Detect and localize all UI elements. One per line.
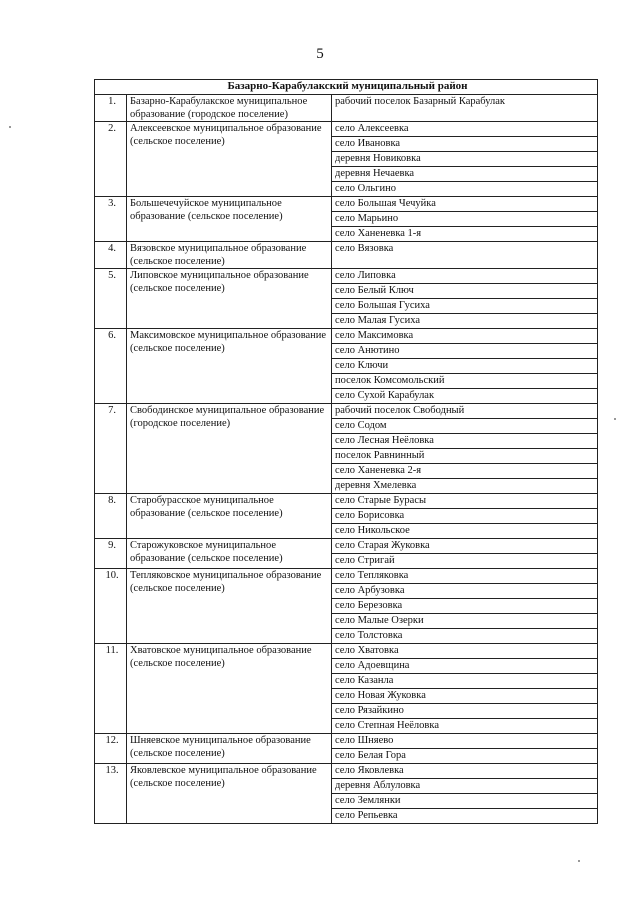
settlement-name: село Тепляковка [332,569,598,584]
table-row [95,734,598,749]
settlement-name: село Сухой Карабулак [332,389,598,404]
settlements-table [94,79,598,824]
settlement-name: село Казанла [332,674,598,689]
table-row [95,197,598,212]
settlement-name: село Малая Гусиха [332,314,598,329]
row-number: 8. [95,494,127,539]
scan-speck [578,860,580,862]
table-row [95,95,598,122]
settlement-name: село Лесная Неёловка [332,434,598,449]
settlement-name: поселок Комсомольский [332,374,598,389]
settlement-name: село Никольское [332,524,598,539]
settlement-name: деревня Хмелевка [332,479,598,494]
row-number: 10. [95,569,127,644]
settlement-name: поселок Равнинный [332,449,598,464]
municipality-name: Яковлевское муниципальное образование (сельское поселение) [127,764,332,824]
settlement-name: село Яковлевка [332,764,598,779]
municipality-name: Алексеевское муниципальное образование (сельское поселение) [127,122,332,197]
municipality-name: Свободинское муниципальное образование (городское поселение) [127,404,332,494]
table-row [95,539,598,554]
settlement-name: село Ханеневка 1-я [332,227,598,242]
row-number: 5. [95,269,127,329]
table-row [95,764,598,779]
municipality-name: Вязовское муниципальное образование (сельское поселение) [127,242,332,269]
row-number: 13. [95,764,127,824]
settlement-name: село Старая Жуковка [332,539,598,554]
settlement-name: село Землянки [332,794,598,809]
settlement-name: село Алексеевка [332,122,598,137]
settlement-name: село Содом [332,419,598,434]
municipality-name: Старожуковское муниципальное образование (сельское поселение) [127,539,332,569]
settlement-name: село Березовка [332,599,598,614]
settlement-name: село Репьевка [332,809,598,824]
settlement-name: село Липовка [332,269,598,284]
row-number: 1. [95,95,127,122]
settlement-name: деревня Аблуловка [332,779,598,794]
settlement-name: село Большая Чечуйка [332,197,598,212]
settlement-name: село Вязовка [332,242,598,269]
settlement-name: село Анютино [332,344,598,359]
settlement-name: село Ханеневка 2-я [332,464,598,479]
settlement-name: село Белый Ключ [332,284,598,299]
settlement-name: деревня Нечаевка [332,167,598,182]
municipality-name: Хватовское муниципальное образование (сельское поселение) [127,644,332,734]
settlement-name: село Толстовка [332,629,598,644]
row-number: 4. [95,242,127,269]
settlement-name: село Ольгино [332,182,598,197]
municipality-name: Большечечуйское муниципальное образование (сельское поселение) [127,197,332,242]
row-number: 12. [95,734,127,764]
table-row [95,644,598,659]
settlement-name: село Адоевщина [332,659,598,674]
settlement-name: деревня Новиковка [332,152,598,167]
settlement-name: село Ивановка [332,137,598,152]
settlement-name: село Марьино [332,212,598,227]
settlement-name: село Белая Гора [332,749,598,764]
table-title-row [95,80,598,95]
page-number: 5 [316,46,324,62]
table-row [95,569,598,584]
settlement-name: село Малые Озерки [332,614,598,629]
municipality-name: Старобурасское муниципальное образование (сельское поселение) [127,494,332,539]
row-number: 11. [95,644,127,734]
settlement-name: село Ключи [332,359,598,374]
table-row [95,329,598,344]
settlement-name: село Стригай [332,554,598,569]
municipality-name: Базарно-Карабулакское муниципальное образование (городское поселение) [127,95,332,122]
municipality-name: Шняевское муниципальное образование (сельское поселение) [127,734,332,764]
municipality-name: Липовское муниципальное образование (сельское поселение) [127,269,332,329]
row-number: 2. [95,122,127,197]
settlement-name: рабочий поселок Базарный Карабулак [332,95,598,122]
table-row [95,242,598,269]
settlement-name: рабочий поселок Свободный [332,404,598,419]
row-number: 3. [95,197,127,242]
district-title: Базарно-Карабулакский муниципальный район [95,80,598,95]
settlement-name: село Старые Бурасы [332,494,598,509]
scan-speck [9,126,11,128]
scan-speck [614,418,616,420]
row-number: 7. [95,404,127,494]
settlement-name: село Большая Гусиха [332,299,598,314]
row-number: 6. [95,329,127,404]
table-row [95,269,598,284]
settlement-name: село Рязайкино [332,704,598,719]
table-row [95,122,598,137]
settlement-name: село Борисовка [332,509,598,524]
settlement-name: село Шняево [332,734,598,749]
settlement-name: село Хватовка [332,644,598,659]
table-row [95,404,598,419]
settlement-name: село Степная Неёловка [332,719,598,734]
municipality-name: Тепляковское муниципальное образование (сельское поселение) [127,569,332,644]
municipality-name: Максимовское муниципальное образование (сельское поселение) [127,329,332,404]
settlement-name: село Максимовка [332,329,598,344]
row-number: 9. [95,539,127,569]
settlement-name: село Арбузовка [332,584,598,599]
table-row [95,494,598,509]
settlement-name: село Новая Жуковка [332,689,598,704]
